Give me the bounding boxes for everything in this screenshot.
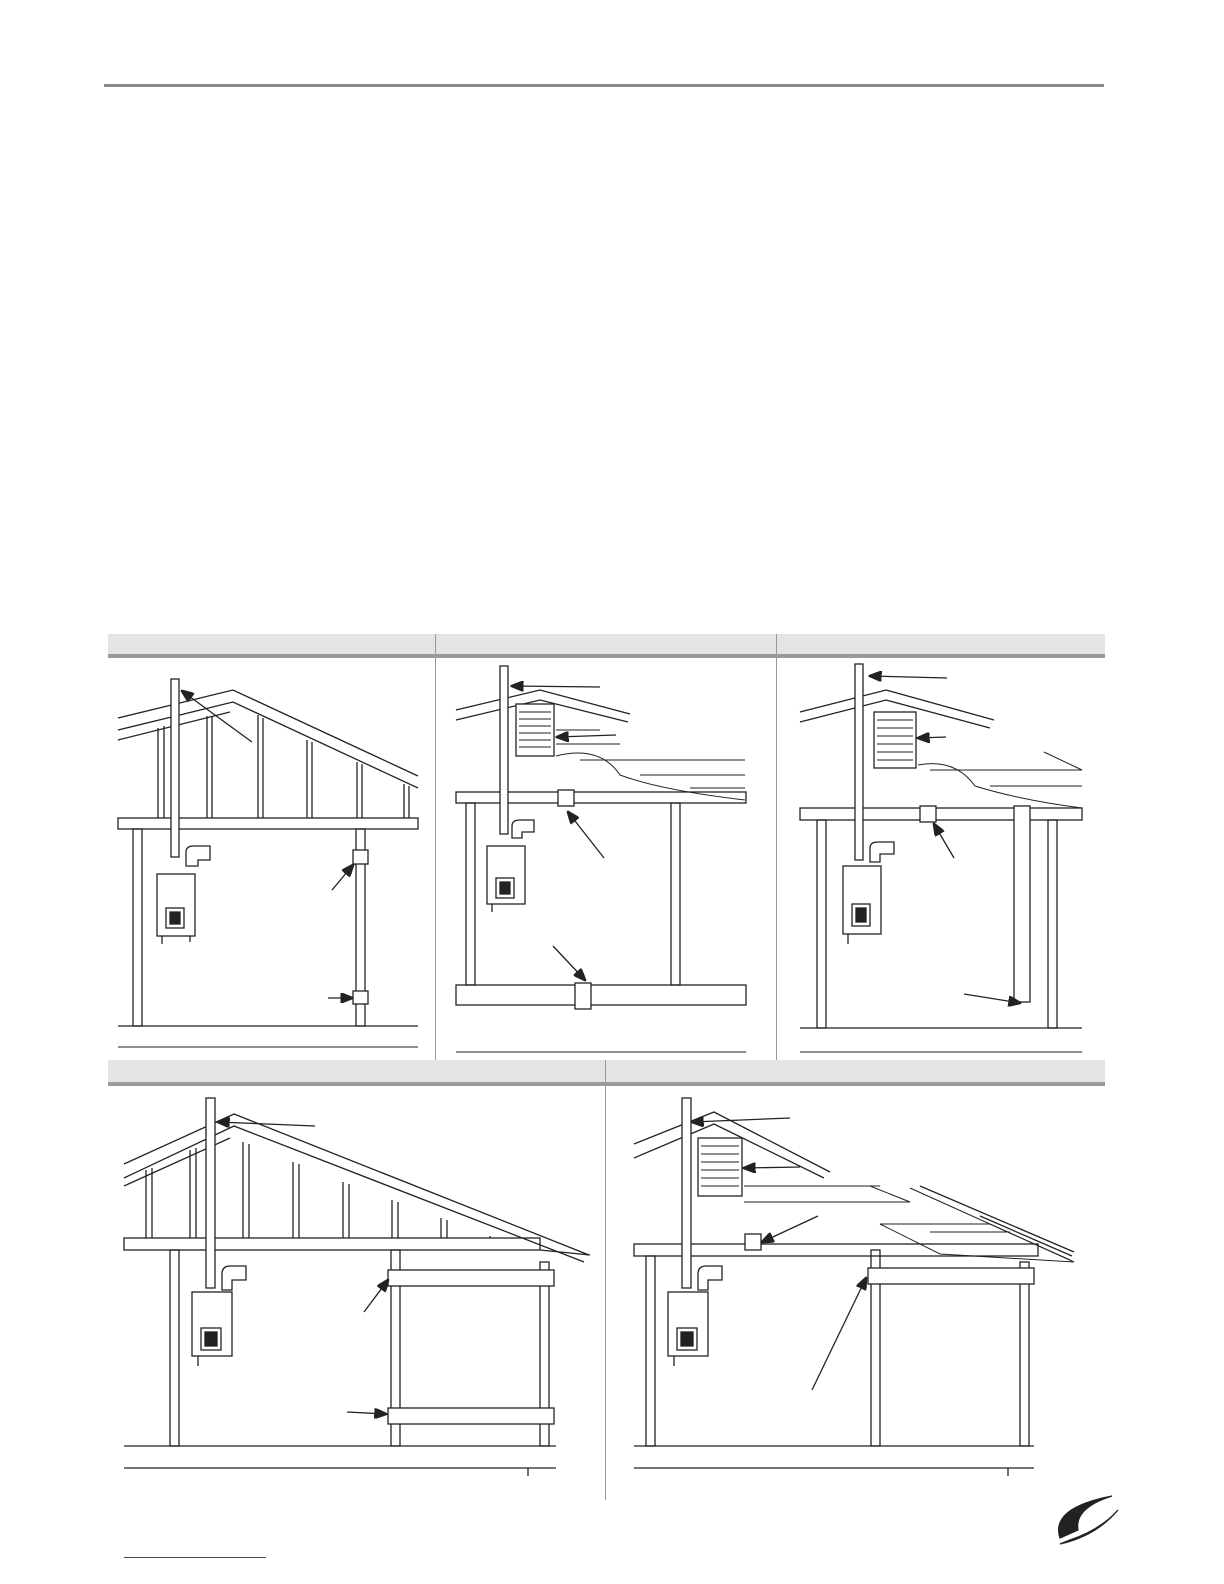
arrow-icon <box>332 865 353 890</box>
arrow-icon <box>744 1167 800 1168</box>
arrow-icon <box>692 1118 790 1122</box>
arrow-icon <box>347 1412 386 1414</box>
water-heater-icon <box>192 1292 232 1366</box>
arrow-icon <box>918 737 946 738</box>
footer-link-underline[interactable] <box>124 1557 266 1558</box>
water-heater-icon <box>668 1292 708 1366</box>
arrow-icon <box>182 691 252 742</box>
water-heater-icon <box>843 866 881 944</box>
arrow-icon <box>557 735 616 737</box>
diagram-4 <box>124 1098 590 1476</box>
arrow-icon <box>553 946 585 980</box>
arrow-icon <box>812 1278 866 1390</box>
water-heater-icon <box>157 874 195 944</box>
arrow-icon <box>512 686 600 687</box>
arrow-icon <box>364 1280 388 1312</box>
diagram-5 <box>634 1098 1074 1476</box>
arrow-icon <box>218 1122 315 1126</box>
arrow-icon <box>934 824 954 858</box>
diagram-3 <box>800 664 1082 1052</box>
water-heater-icon <box>487 846 525 912</box>
arrow-icon <box>762 1216 818 1242</box>
brand-logo-icon <box>1059 1496 1118 1544</box>
arrow-icon <box>964 994 1020 1003</box>
arrow-icon <box>568 812 604 858</box>
diagram-1 <box>118 679 418 1047</box>
diagram-2 <box>456 666 746 1052</box>
arrow-icon <box>870 676 947 678</box>
